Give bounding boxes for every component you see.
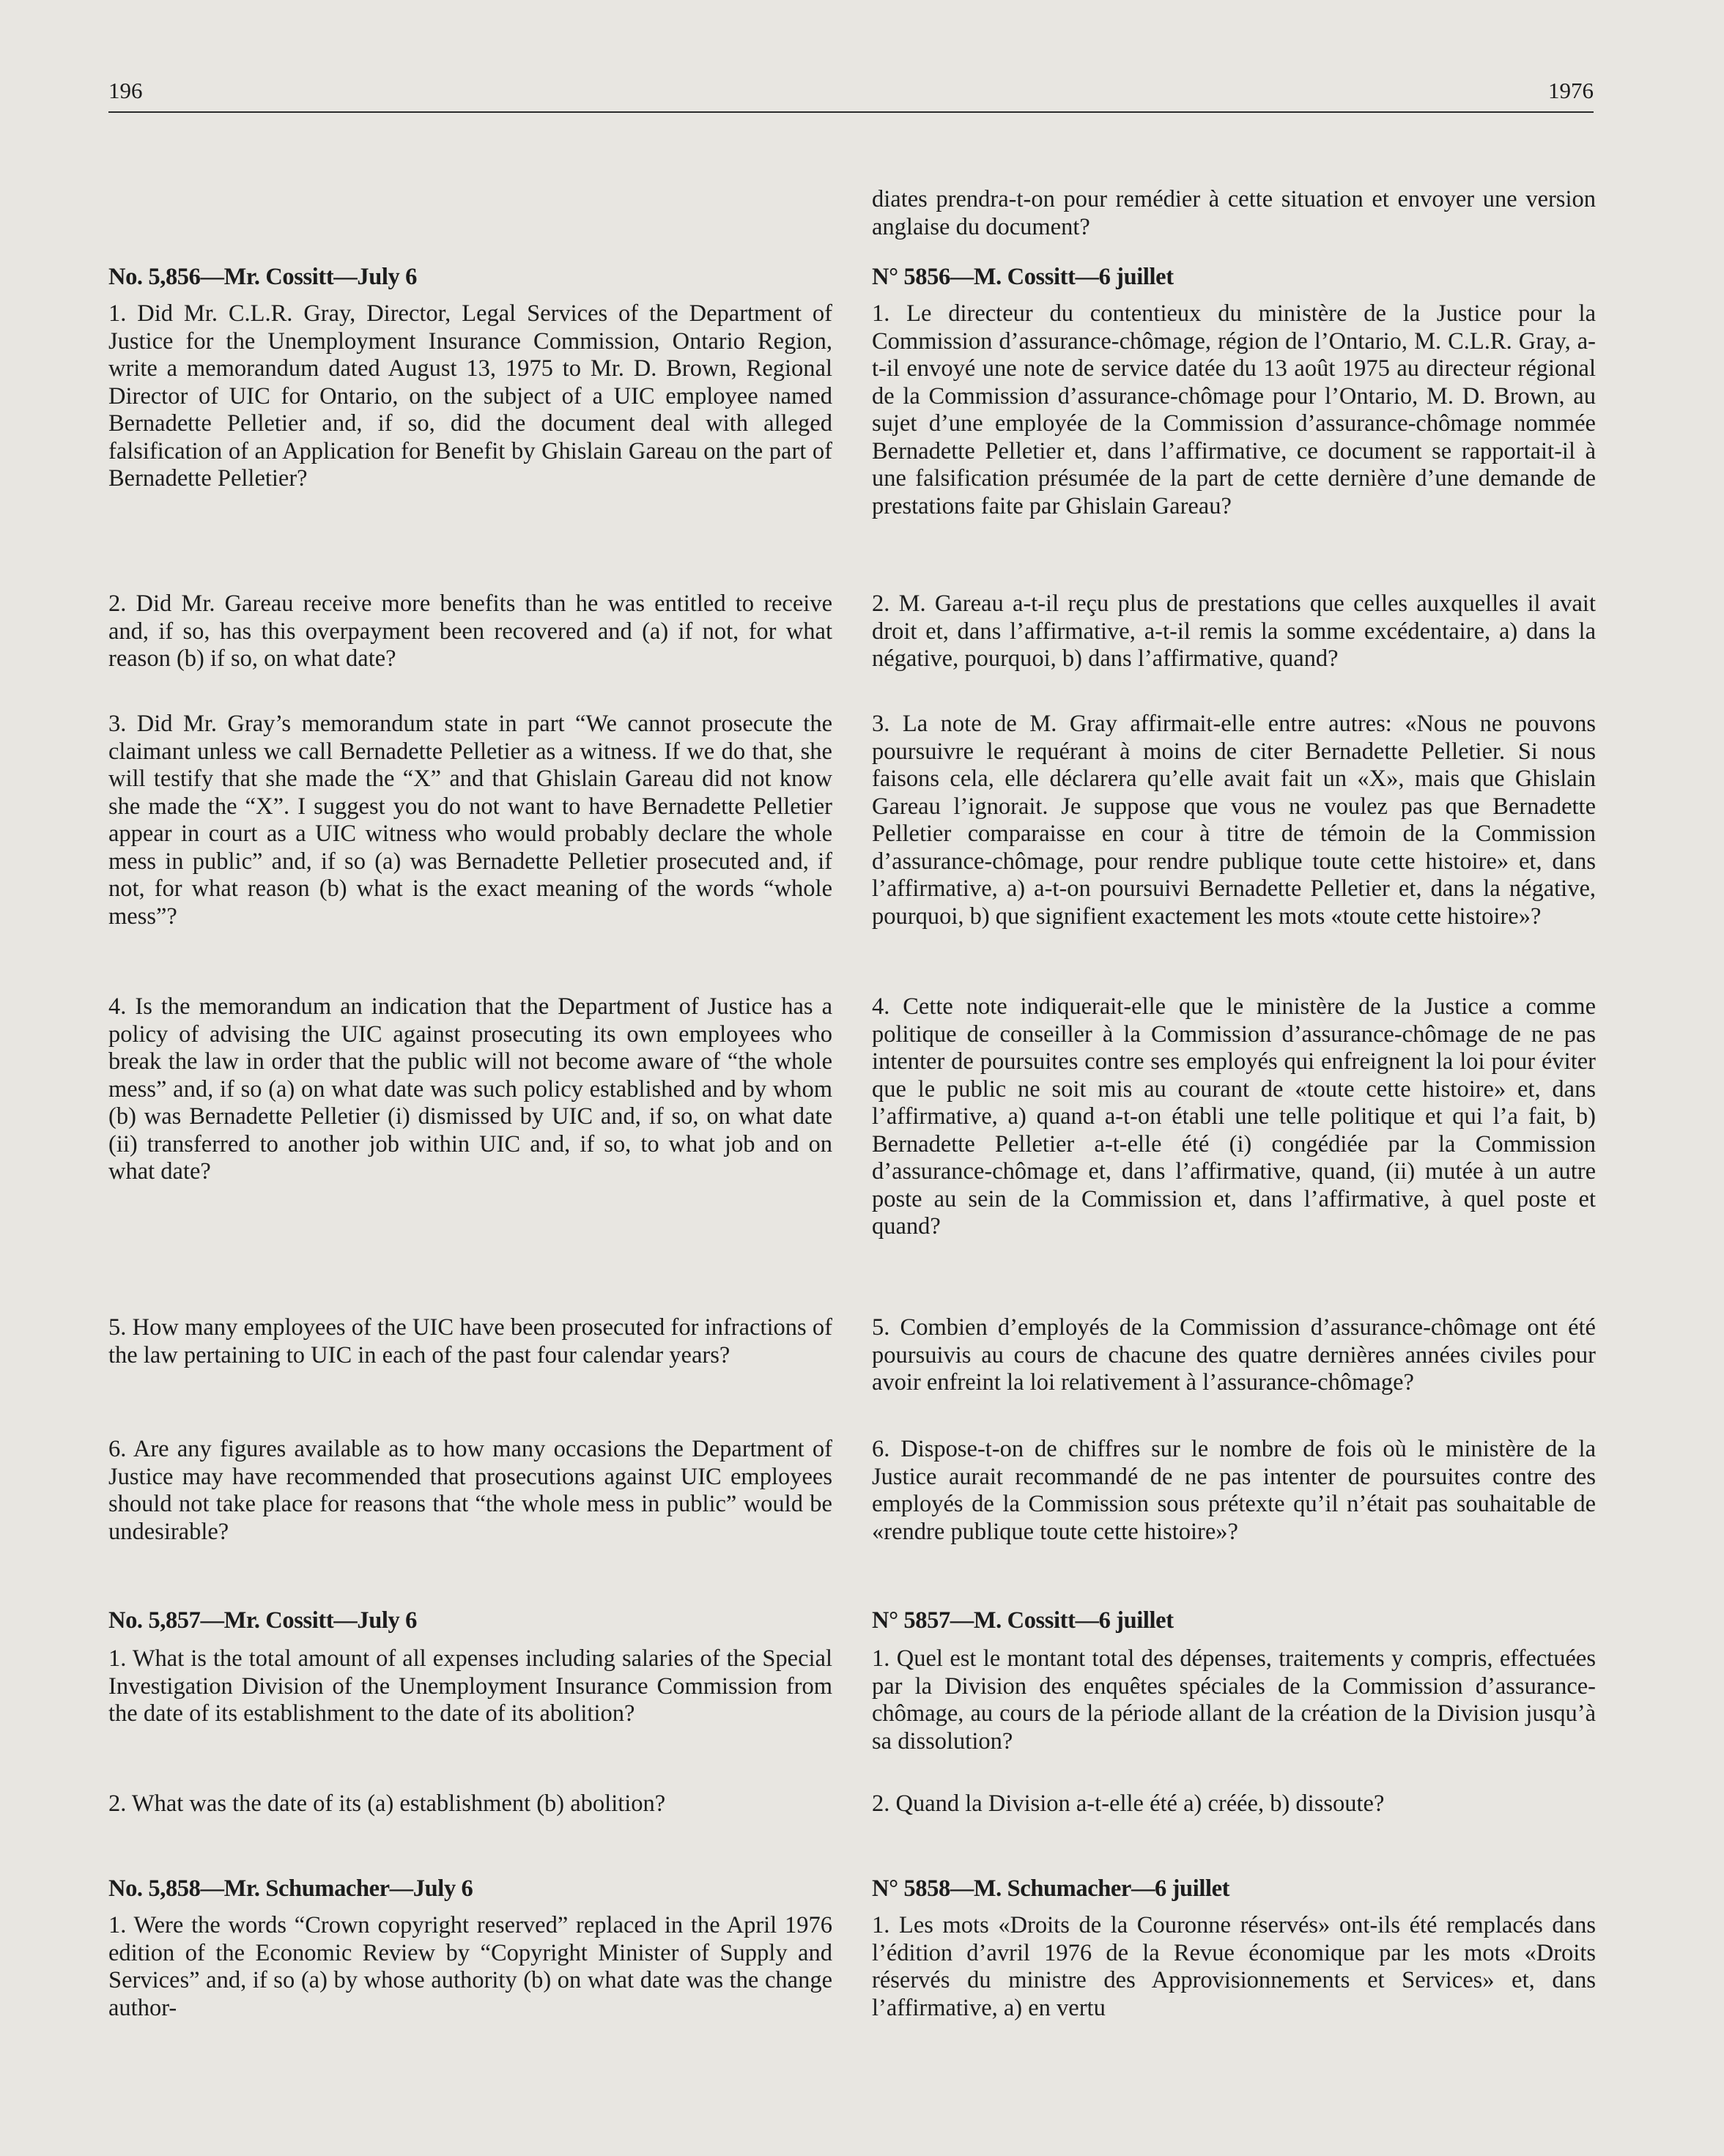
question-5856-1-en: 1. Did Mr. C.L.R. Gray, Director, Legal Services of the Department of Justice for the Unemployment Insurance Commission, Ontario Region, write a memorandum dated August 13, 1975 to Mr. D. Brown, Regional Director of UIC for Ontario, on the subject of a UIC employee named Bernadette Pelletier and, if so, did the document deal with alleged falsification of an Application for Benefit by Ghislain Gareau on the part of Bernadette Pelletier? [108, 300, 832, 492]
question-5857-2-en: 2. What was the date of its (a) establishment (b) abolition? [108, 1790, 666, 1817]
question-5856-3-en: 3. Did Mr. Gray’s memorandum state in part “We cannot prosecute the claimant unless we call Bernadette Pelletier as a witness. If we do that, she will testify that she made the “X” and that Ghislain Gareau did not know she made the “X”. I suggest you do not want to have Bernadette Pelletier appear in court as a UIC witness who would probably declare the whole mess in public” and, if so (a) was Bernadette Pelletier prosecuted and, if not, for what reason (b) what is the exact meaning of the words “whole mess”? [108, 711, 832, 930]
question-heading-5858-en: No. 5,858—Mr. Schumacher—July 6 [108, 1875, 473, 1902]
question-5856-6-fr: 6. Dispose-t-on de chiffres sur le nombre de fois où le ministère de la Justice aurait recommandé de ne pas intenter de poursuites contre des employés de la Commission sous prétexte qu’il n’était pas souhaitable de «rendre publique toute cette histoire»? [872, 1436, 1596, 1545]
question-5856-4-en: 4. Is the memorandum an indication that the Department of Justice has a policy of advising the UIC against prosecuting its own employees who break the law in order that the public will not become aware of “the whole mess” and, if so (a) on what date was such policy established and by whom (b) was Bernadette Pelletier (i) dismissed by UIC and, if so, on what date (ii) transferred to another job within UIC and, if so, to what job and on what date? [108, 993, 832, 1185]
question-5856-2-fr: 2. M. Gareau a-t-il reçu plus de prestations que celles auxquelles il avait droit et, dans l’affirmative, a-t-il remis la somme excédentaire, a) dans la négative, pourquoi, b) dans l’affirmative, quand? [872, 590, 1596, 672]
question-heading-5856-fr: N° 5856—M. Cossitt—6 juillet [872, 264, 1174, 290]
header-rule [108, 111, 1594, 113]
question-5856-6-en: 6. Are any figures available as to how many occasions the Department of Justice may have recommended that prosecutions against UIC employees should not take place for reasons that “the whole mess in public” would be undesirable? [108, 1436, 832, 1545]
question-5856-1-fr: 1. Le directeur du contentieux du ministère de la Justice pour la Commission d’assurance-chômage, région de l’Ontario, M. C.L.R. Gray, a-t-il envoyé une note de service datée du 13 août 1975 au directeur régional de la Commission d’assurance-chômage pour l’Ontario, M. D. Brown, au sujet d’une employée de la Commission d’assurance-chômage nommée Bernadette Pelletier et, dans l’affirmative, ce document se rapportait-il à une falsification présumée de la part de cette dernière d’une demande de prestations faite par Ghislain Gareau? [872, 300, 1596, 519]
page-year: 1976 [1548, 78, 1594, 103]
question-heading-5856-en: No. 5,856—Mr. Cossitt—July 6 [108, 264, 417, 290]
question-5857-2-fr: 2. Quand la Division a-t-elle été a) créée, b) dissoute? [872, 1790, 1385, 1817]
question-heading-5857-en: No. 5,857—Mr. Cossitt—July 6 [108, 1607, 417, 1634]
question-continuation-fr: diates prendra-t-on pour remédier à cette situation et envoyer une version anglaise du document? [872, 186, 1596, 240]
question-5856-5-en: 5. How many employees of the UIC have been prosecuted for infractions of the law pertaining to UIC in each of the past four calendar years? [108, 1314, 832, 1368]
question-5857-1-en: 1. What is the total amount of all expenses including salaries of the Special Investigation Division of the Unemployment Insurance Commission from the date of its establishment to the date of its abolition? [108, 1645, 832, 1727]
question-5856-5-fr: 5. Combien d’employés de la Commission d’assurance-chômage ont été poursuivis au cours de chacune des quatre dernières années civiles pour avoir enfreint la loi relativement à l’assurance-chômage? [872, 1314, 1596, 1396]
question-5858-1-fr: 1. Les mots «Droits de la Couronne réservés» ont-ils été remplacés dans l’édition d’avril 1976 de la Revue économique par les mots «Droits réservés du ministre des Approvisionnements et Services» et, dans l’affirmative, a) en vertu [872, 1912, 1596, 2021]
question-heading-5857-fr: N° 5857—M. Cossitt—6 juillet [872, 1607, 1174, 1634]
question-5857-1-fr: 1. Quel est le montant total des dépenses, traitements y compris, effectuées par la Division des enquêtes spéciales de la Commission d’assurance-chômage, au cours de la période allant de la création de la Division jusqu’à sa dissolution? [872, 1645, 1596, 1755]
question-heading-5858-fr: N° 5858—M. Schumacher—6 juillet [872, 1875, 1230, 1902]
question-5858-1-en: 1. Were the words “Crown copyright reserved” replaced in the April 1976 edition of the Economic Review by “Copyright Minister of Supply and Services” and, if so (a) by whose authority (b) on what date was the change author- [108, 1912, 832, 2021]
question-5856-2-en: 2. Did Mr. Gareau receive more benefits than he was entitled to receive and, if so, has this overpayment been recovered and (a) if not, for what reason (b) if so, on what date? [108, 590, 832, 672]
question-5856-4-fr: 4. Cette note indiquerait-elle que le ministère de la Justice a comme politique de conseiller à la Commission d’assurance-chômage de ne pas intenter de poursuites contre ses employés qui enfreignent la loi pour éviter que le public ne soit mis au courant de «toute cette histoire» et, dans l’affirmative, a) quand a-t-on établi une telle politique et qui l’a fait, b) Bernadette Pelletier a-t-elle été (i) congédiée par la Commission d’assurance-chômage et, dans l’affirmative, quand, (ii) mutée à un autre poste au sein de la Commission et, dans l’affirmative, à quel poste et quand? [872, 993, 1596, 1240]
page-number: 196 [108, 78, 143, 103]
question-5856-3-fr: 3. La note de M. Gray affirmait-elle entre autres: «Nous ne pouvons poursuivre le requérant à moins de citer Bernadette Pelletier. Si nous faisons cela, elle déclarera qu’elle avait fait un «X», mais que Ghislain Gareau l’ignorait. Je suppose que vous ne voulez pas que Bernadette Pelletier comparaisse en cour à titre de témoin de la Commission d’assurance-chômage, pour rendre publique toute cette histoire» et, dans l’affirmative, a) a-t-on poursuivi Bernadette Pelletier et, dans la négative, pourquoi, b) que signifient exactement les mots «toute cette histoire»? [872, 711, 1596, 930]
